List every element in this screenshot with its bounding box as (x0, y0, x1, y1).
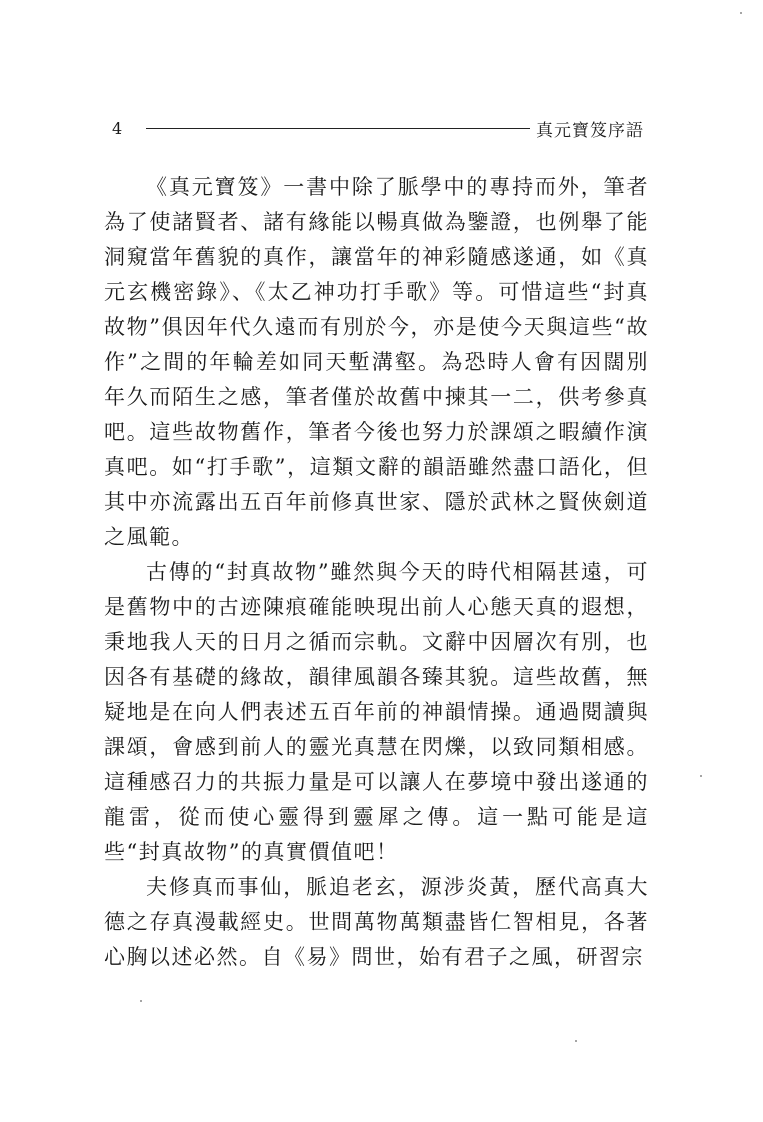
paragraph-2: 古傳的“封真故物”雖然與今天的時代相隔甚遠，可是舊物中的古迹陳痕確能映現出前人心態天真的遐想，秉地我人天的日月之循而宗軌。文辭中因層次有別，也因各有基礎的緣故，韻律風韻各臻其貌。這些故舊，無疑地是在向人們表述五百年前的神韻情操。通過閱讀與課頌，會感到前人的靈光真慧在閃爍，以致同類相感。這種感召力的共振力量是可以讓人在夢境中發出遂通的龍雷，從而使心靈得到靈犀之傳。這一點可能是這些“封真故物”的真實價值吧！ (104, 560, 649, 864)
scan-speck (575, 1040, 577, 1042)
paragraph-3: 夫修真而事仙，脈追老玄，源涉炎黃，歷代高真大德之存真漫載經史。世間萬物萬類盡皆仁智相見，各著心胸以述必然。自《易》問世，始有君子之風，研習宗 (104, 875, 649, 969)
paragraph-1: 《真元寶笈》一書中除了脈學中的專持而外，筆者為了使諸賢者、諸有緣能以暢真做為鑒證，也例舉了能洞窺當年舊貌的真作，讓當年的神彩隨感遂通，如《真元玄機密錄》、《太乙神功打手歌》等。可惜這些“封真故物”俱因年代久遠而有別於今，亦是使今天與這些“故作”之間的年輪差如同天塹溝壑。為恐時人會有因闊別年久而陌生之感，筆者僅於故舊中揀其一二，供考參真吧。這些故物舊作，筆者今後也努力於課頌之暇續作演真吧。如“打手歌”，這類文辭的韻語雖然盡口語化，但其中亦流露出五百年前修真世家、隱於武林之賢俠劍道之風範。 (104, 175, 649, 549)
scan-speck (740, 12, 742, 14)
page-number: 4 (112, 118, 123, 138)
running-title: 真元寶笈序語 (536, 120, 644, 141)
body-text (104, 170, 649, 975)
scan-speck (140, 1000, 142, 1002)
header-rule (146, 128, 530, 129)
page-header (112, 116, 644, 140)
scan-speck (700, 775, 702, 777)
